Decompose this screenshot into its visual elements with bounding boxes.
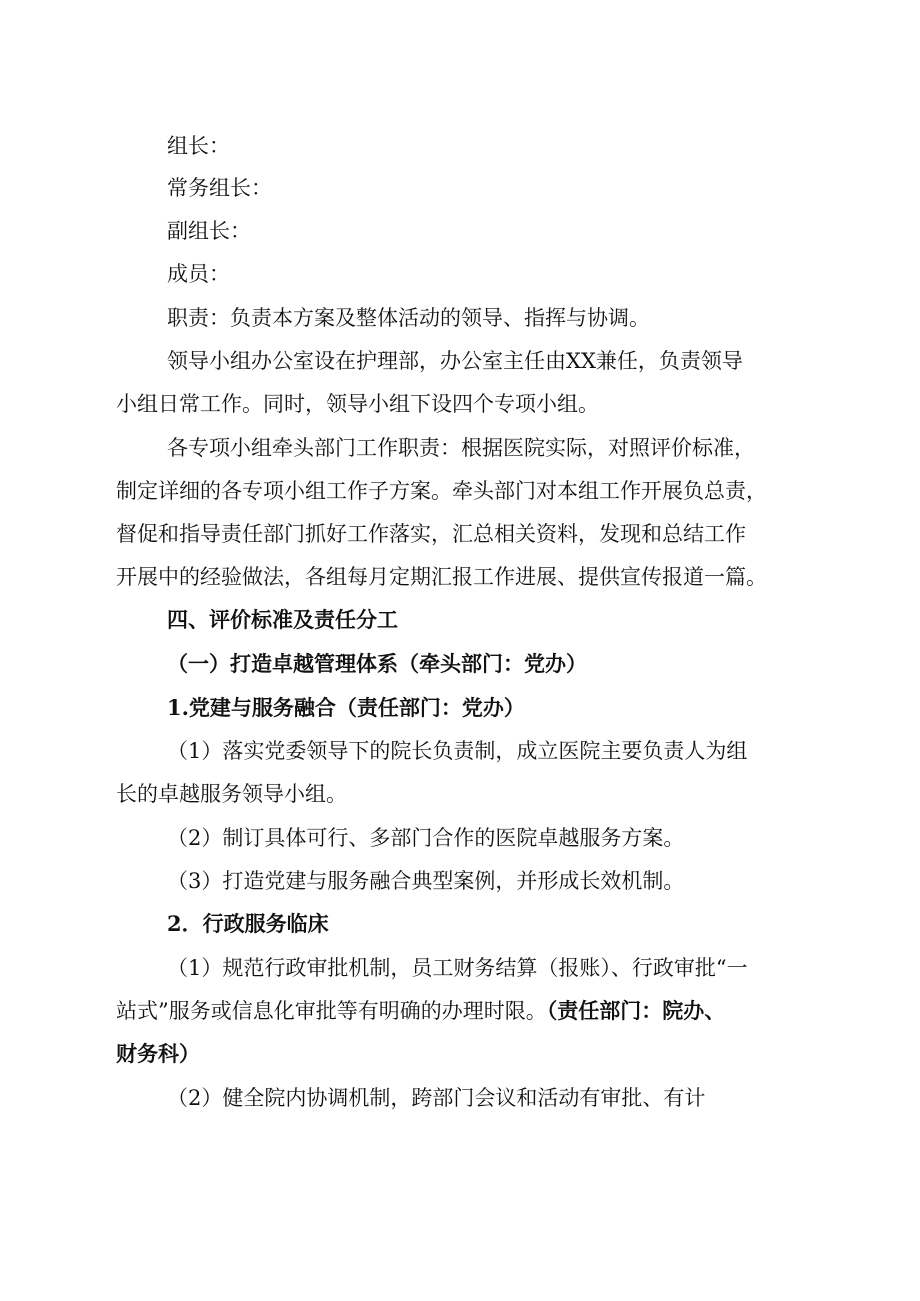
text-line: （1）落实党委领导下的院长负责制，成立医院主要负责人为组 [167,739,748,763]
text-line: 领导小组办公室设在护理部，办公室主任由XX兼任，负责领导 [167,349,743,373]
text-line: （2）健全院内协调机制，跨部门会议和活动有审批、有计 [167,1086,706,1110]
text-line: 职责：负责本方案及整体活动的领导、指挥与协调。 [167,306,650,330]
text-line: 制定详细的各专项小组工作子方案。牵头部门对本组工作开展负总责， [116,479,767,503]
text-line: 各专项小组牵头部门工作职责：根据医院实际，对照评价标准， [167,436,755,460]
text-line: （2）制订具体可行、多部门合作的医院卓越服务方案。 [167,826,685,850]
text-line: 长的卓越服务领导小组。 [116,782,347,806]
text-line: 常务组长： [167,176,272,200]
responsible-dept-continued: 财务科） [116,1041,200,1066]
text-line: （1）规范行政审批机制，员工财务结算（报账）、行政审批“一 [167,956,748,980]
text-line [116,996,725,1026]
responsible-dept: （责任部门：院办、 [546,998,726,1023]
text-line: 督促和指导责任部门抓好工作落实，汇总相关资料，发现和总结工作 [116,522,746,546]
item-heading: 1.党建与服务融合（责任部门：党办） [167,695,525,720]
text-line: 组长： [167,134,230,158]
text-line: （3）打造党建与服务融合典型案例，并形成长效机制。 [167,869,685,893]
section-heading: 四、评价标准及责任分工 [167,607,398,632]
text-line: 小组日常工作。同时，领导小组下设四个专项小组。 [116,392,599,416]
text-line: 副组长： [167,219,251,243]
item-heading: 2．行政服务临床 [167,911,329,936]
text-line: 开展中的经验做法，各组每月定期汇报工作进展、提供宣传报道一篇。 [116,565,767,589]
text-segment: 站式”服务或信息化审批等有明确的办理时限。 [116,999,547,1023]
text-line: 成员： [167,262,230,286]
subsection-heading: （一）打造卓越管理体系（牵头部门：党办） [167,651,587,676]
